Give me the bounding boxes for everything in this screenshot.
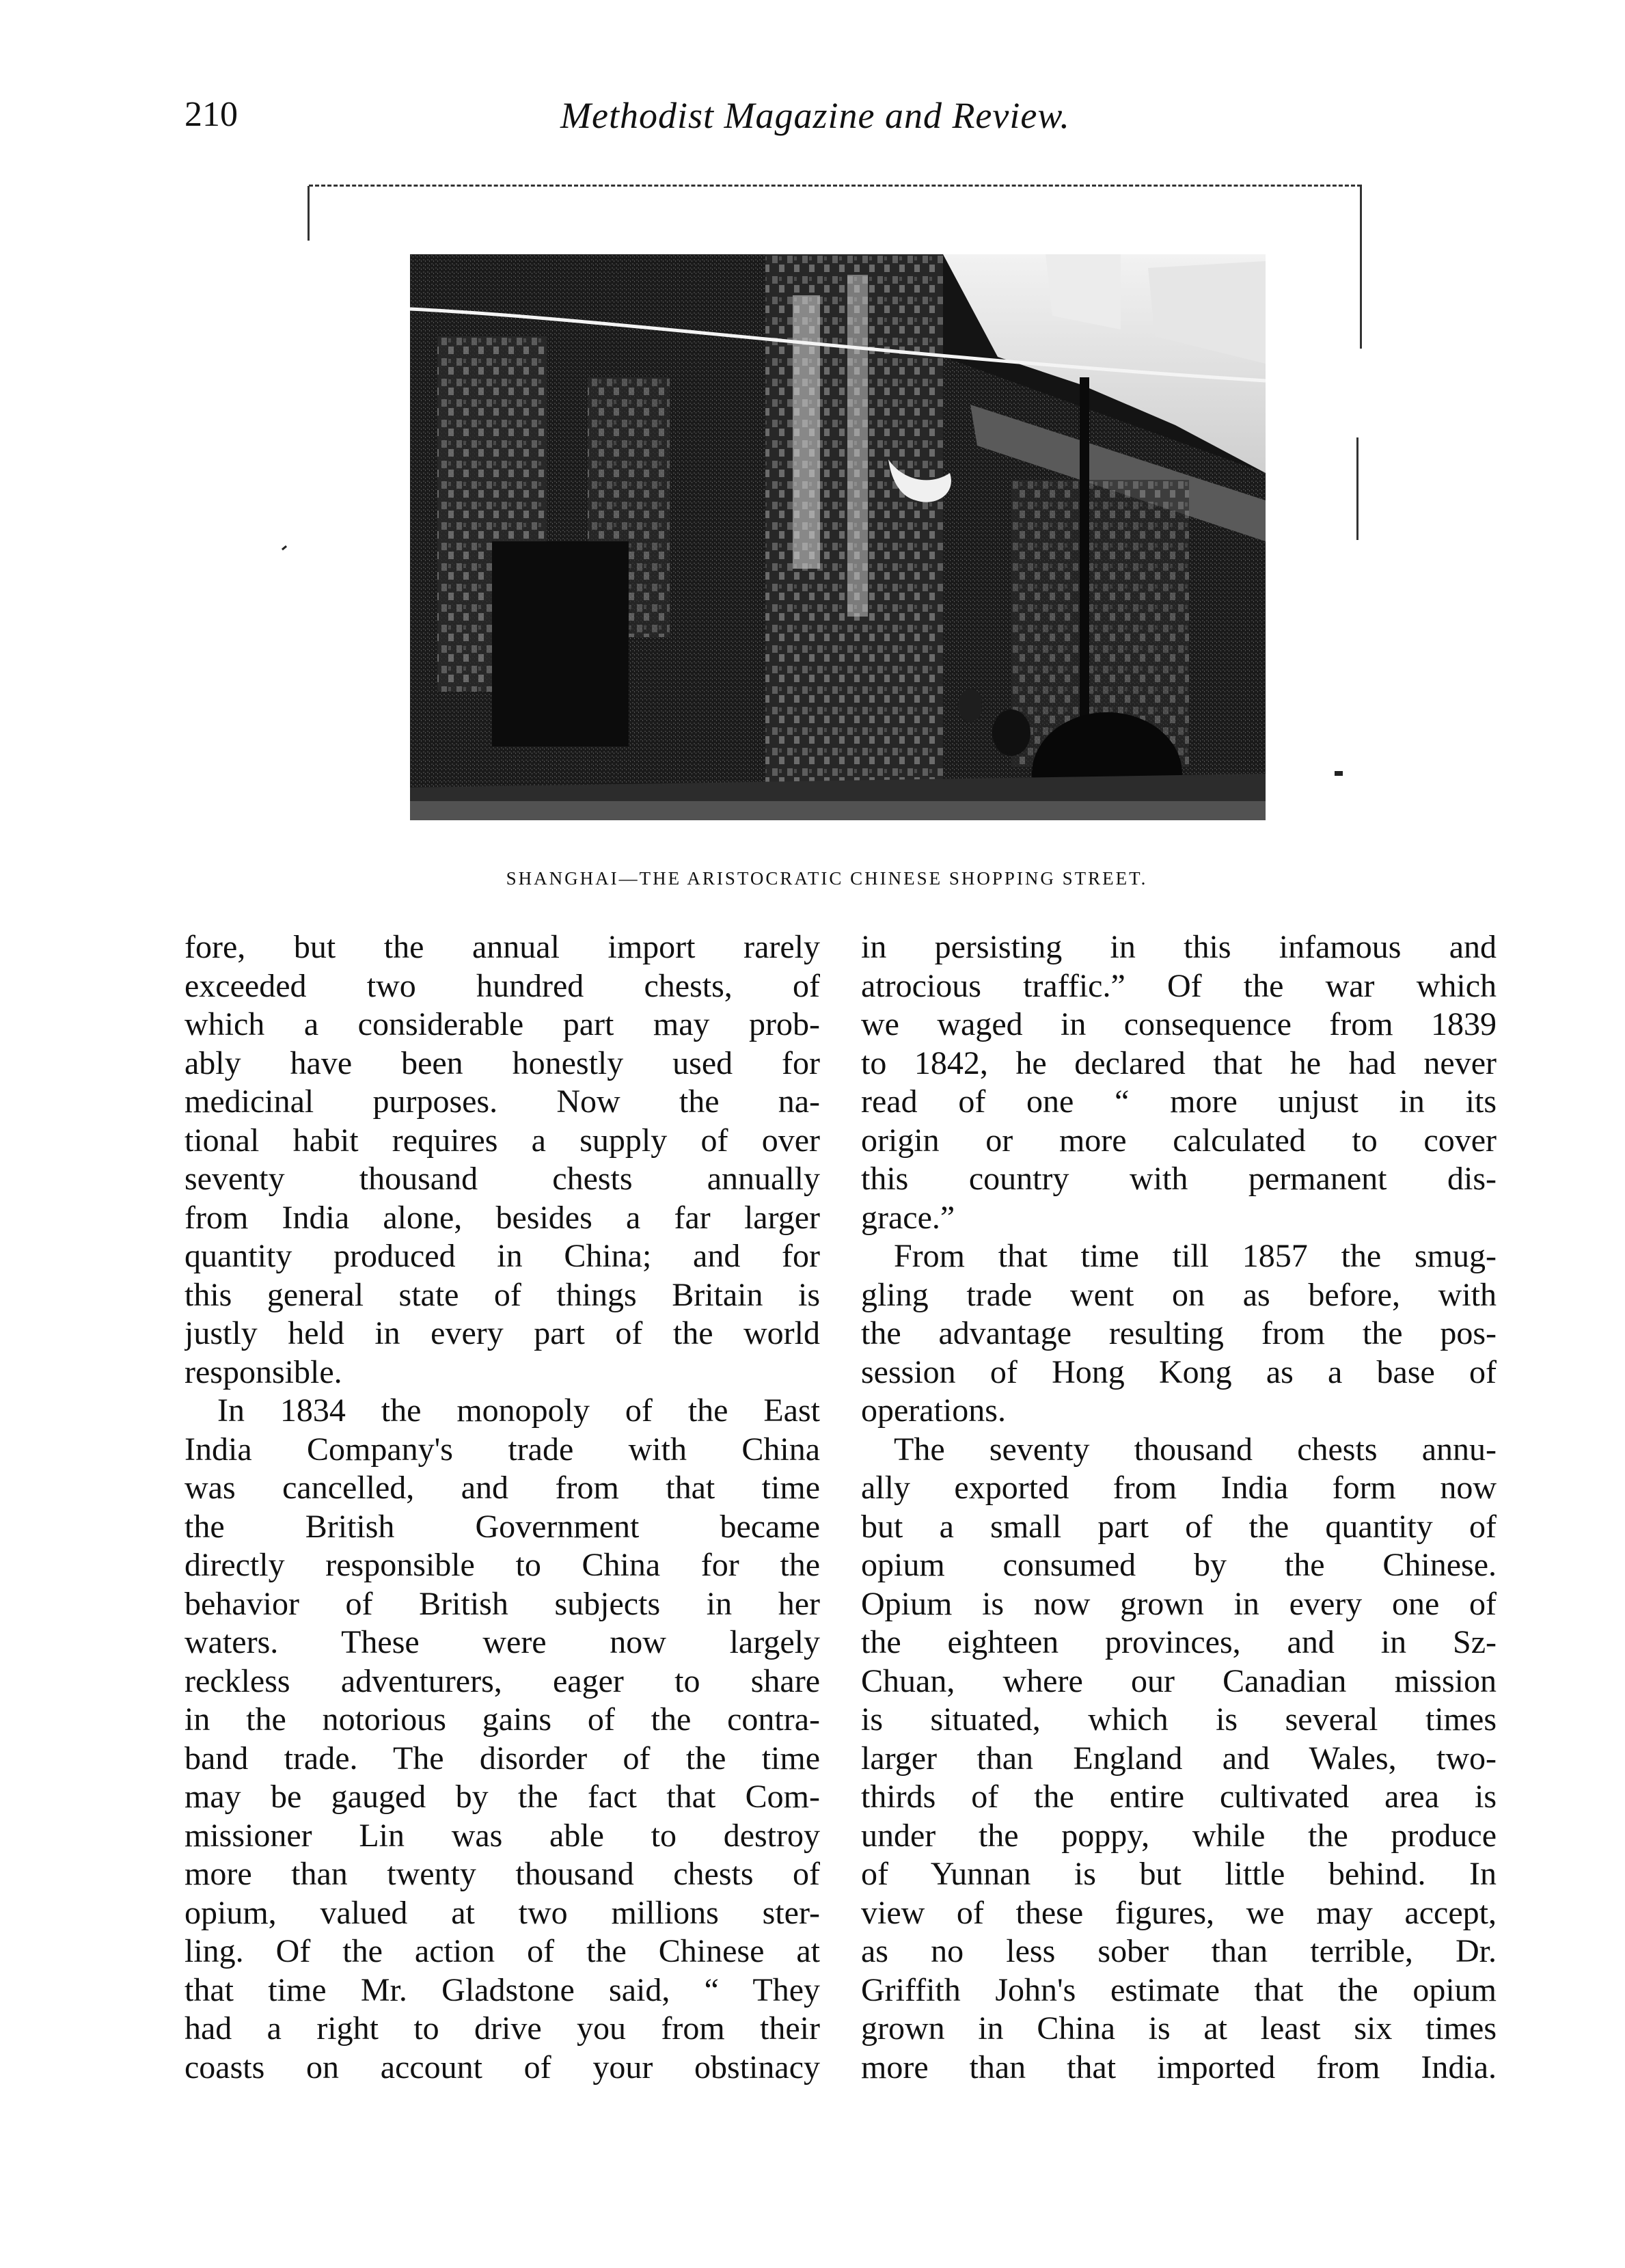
illustration-frame-top xyxy=(309,185,1361,187)
text-line: waters. These were now largely xyxy=(185,1624,820,1660)
text-line: which a considerable part may prob- xyxy=(185,1006,820,1042)
text-line: thirds of the entire cultivated area is xyxy=(861,1779,1497,1815)
illustration-frame-left xyxy=(308,186,310,241)
text-line: view of these figures, we may accept, xyxy=(861,1894,1497,1931)
text-line: grown in China is at least six times xyxy=(861,2010,1497,2047)
text-line: medicinal purposes. Now the na- xyxy=(185,1083,820,1120)
text-line: as no less sober than terrible, Dr. xyxy=(861,1933,1497,1969)
text-line: had a right to drive you from their xyxy=(185,2010,820,2047)
text-line: more than that imported from India. xyxy=(861,2049,1497,2085)
text-line: missioner Lin was able to destroy xyxy=(185,1817,820,1854)
text-line: Chuan, where our Canadian mission xyxy=(861,1662,1497,1699)
text-line: from India alone, besides a far larger xyxy=(185,1199,820,1236)
text-line: The seventy thousand chests annu- xyxy=(894,1431,1497,1468)
text-line: responsible. xyxy=(185,1353,342,1390)
text-line: band trade. The disorder of the time xyxy=(185,1740,820,1777)
text-line: session of Hong Kong as a base of xyxy=(861,1353,1497,1390)
text-line: was cancelled, and from that time xyxy=(185,1470,820,1506)
right-column xyxy=(861,928,1497,2087)
text-line: reckless adventurers, eager to share xyxy=(185,1662,820,1699)
text-line: in persisting in this infamous and xyxy=(861,929,1497,965)
text-line: India Company's trade with China xyxy=(185,1431,820,1468)
stray-mark-left xyxy=(282,545,287,550)
text-line: ling. Of the action of the Chinese at xyxy=(185,1933,820,1969)
text-line: we waged in consequence from 1839 xyxy=(861,1006,1497,1042)
text-line: grace.” xyxy=(861,1199,955,1236)
text-line: the British Government became xyxy=(185,1508,820,1545)
text-line: under the poppy, while the produce xyxy=(861,1817,1497,1854)
text-line: In 1834 the monopoly of the East xyxy=(217,1392,820,1429)
text-line: ably have been honestly used for xyxy=(185,1044,820,1081)
text-line: gling trade went on as before, with xyxy=(861,1276,1497,1313)
text-line: the eighteen provinces, and in Sz- xyxy=(861,1624,1497,1660)
shanghai-street-photograph xyxy=(410,254,1266,820)
text-line: ally exported from India form now xyxy=(861,1470,1497,1506)
text-line: Griffith John's estimate that the opium xyxy=(861,1971,1497,2008)
text-line: larger than England and Wales, two- xyxy=(861,1740,1497,1777)
text-line: seventy thousand chests annually xyxy=(185,1161,820,1197)
text-line: may be gauged by the fact that Com- xyxy=(185,1779,820,1815)
text-line: From that time till 1857 the smug- xyxy=(894,1238,1497,1274)
illustration-frame-right xyxy=(1360,185,1362,349)
text-line: directly responsible to China for the xyxy=(185,1547,820,1583)
text-line: coasts on account of your obstinacy xyxy=(185,2049,820,2085)
text-line: the advantage resulting from the pos- xyxy=(861,1315,1497,1351)
text-line: behavior of British subjects in her xyxy=(185,1585,820,1622)
text-line: exceeded two hundred chests, of xyxy=(185,967,820,1004)
text-line: atrocious traffic.” Of the war which xyxy=(861,967,1497,1004)
text-line: quantity produced in China; and for xyxy=(185,1238,820,1274)
text-line: read of one “ more unjust in its xyxy=(861,1083,1497,1120)
text-line: fore, but the annual import rarely xyxy=(185,929,820,965)
text-line: in the notorious gains of the contra- xyxy=(185,1701,820,1738)
text-line: origin or more calculated to cover xyxy=(861,1122,1497,1159)
text-line: but a small part of the quantity of xyxy=(861,1508,1497,1545)
text-line: operations. xyxy=(861,1392,1006,1429)
text-line: more than twenty thousand chests of xyxy=(185,1856,820,1892)
text-line: opium, valued at two millions ster- xyxy=(185,1894,820,1931)
text-line: is situated, which is several times xyxy=(861,1701,1497,1738)
text-line: opium consumed by the Chinese. xyxy=(861,1547,1497,1583)
illustration-frame-right-lower xyxy=(1356,437,1358,540)
text-line: tional habit requires a supply of over xyxy=(185,1122,820,1159)
text-line: justly held in every part of the world xyxy=(185,1315,820,1351)
stray-mark-right xyxy=(1335,771,1343,776)
page-number: 210 xyxy=(185,95,238,134)
text-line: this country with permanent dis- xyxy=(861,1161,1497,1197)
text-line: to 1842, he declared that he had never xyxy=(861,1044,1497,1081)
text-line: Opium is now grown in every one of xyxy=(861,1585,1497,1622)
illustration-caption: SHANGHAI—THE ARISTOCRATIC CHINESE SHOPPING STREET. xyxy=(506,868,1148,889)
text-line: of Yunnan is but little behind. In xyxy=(861,1856,1497,1892)
left-column xyxy=(185,928,820,2087)
text-line: this general state of things Britain is xyxy=(185,1276,820,1313)
text-line: that time Mr. Gladstone said, “ They xyxy=(185,1971,820,2008)
running-head: Methodist Magazine and Review. xyxy=(560,95,1070,136)
